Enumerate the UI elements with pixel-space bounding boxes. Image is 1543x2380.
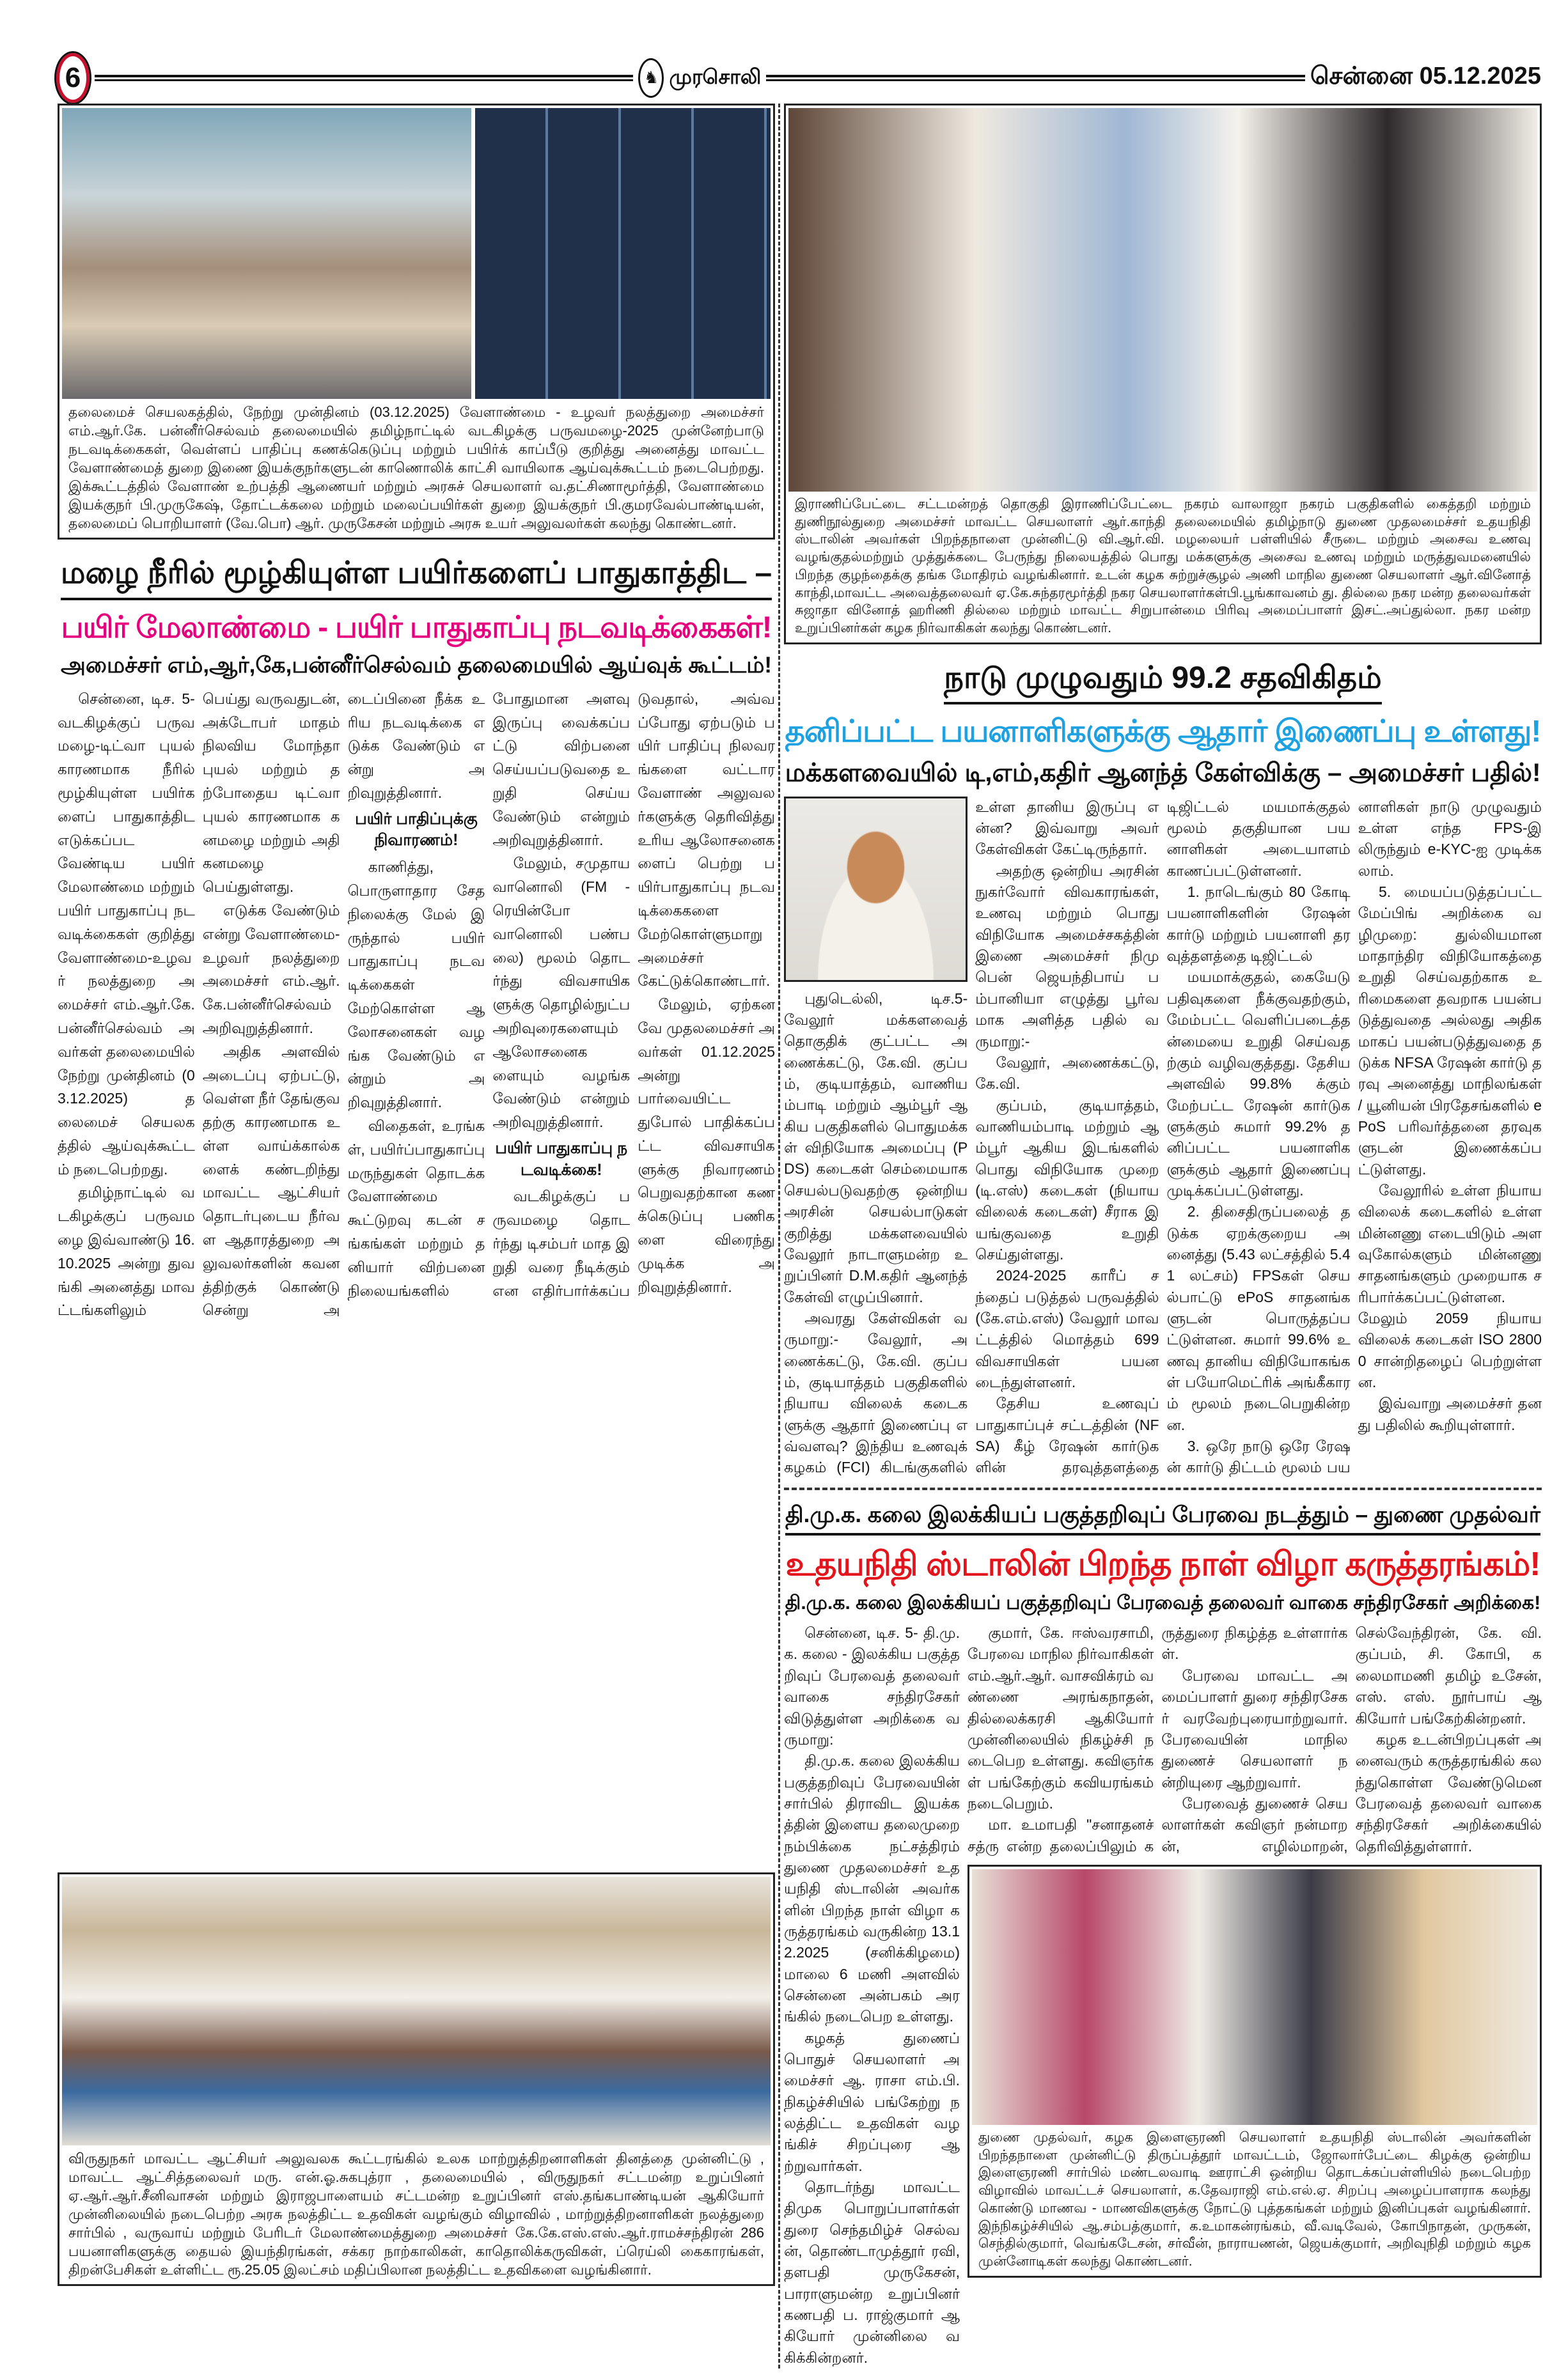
paragraph: 2024-2025 காரீப் சந்தைப் படுத்தல் பருவத்தில் (கே.எம்.எஸ்) வேலூர் மாவட்டத்தில் மொத்தம் 699 விவசாயிகள் பயனடைந்துள்ளனர். xyxy=(975,1267,1159,1391)
paragraph: பேரவைத் துணைச் செயலாளர்கள் கவிஞர் நன்மாறன், எழில்மாறன், செல்வேந்திரன், கே. வி. குப்பம், சி. கோபி, கலைமாமணி தமிழ் உசேன், எஸ். எஸ். நூர்பாய் ஆகியோர் பங்கேற்கின்றனர். xyxy=(1161,1624,1542,1855)
minister-portrait xyxy=(784,797,967,982)
paragraph: 3. ஒரே நாடு ஒரே ரேஷன் கார்டு திட்டம் மூலம் பயனாளிகள் நாடு முழுவதும் உள்ள எந்த FPS-இலிருந்தும் e-KYC-ஐ முடிக்கலாம். xyxy=(1166,798,1542,1476)
kicker xyxy=(784,1500,1542,1536)
third-right-area xyxy=(967,1622,1542,2368)
paragraph: மயமாக்குதல், கையேடு பதிவுகளை நீக்குவதற்கும், மேம்பட்ட வெளிப்படைத்தன்மையை உறுதி செய்வதற்கும் வழிவகுத்தது. தேசிய அளவில் 99.8% க்கும் மேற்பட்ட ரேஷன் கார்டுகளுக்கும் சுமார் 99.2% தனிப்பட்ட பயனாளிகளுக்கும் ஆதார் இணைப்பு முடிக்கப்பட்டுள்ளது. xyxy=(1166,968,1351,1199)
kicker xyxy=(784,658,1542,704)
headline: உதயநிதி ஸ்டாலின் பிறந்த நாள் விழா கருத்தரங்கம்! xyxy=(785,1546,1540,1583)
page-number: 6 xyxy=(56,53,90,103)
right-article-body xyxy=(784,797,1542,1479)
subheadline: தி.மு.க. கலை இலக்கியப் பகுத்தறிவுப் பேரவைத் தலைவர் வாகை சந்திரசேகர் அறிக்கை! xyxy=(785,1592,1541,1614)
section-subhead: பயிர் பாதிப்புக்கு நிவாரணம்! xyxy=(355,809,478,850)
paragraph: எடுக்க வேண்டும் என்று வேளாண்மை-உழவர் நலத்துறை அமைச்சர் எம்.ஆர்.கே.பன்னீர்செல்வம் அறிவுறுத்தினார். xyxy=(202,901,340,1036)
left-article-body xyxy=(58,687,775,1863)
column-divider xyxy=(778,104,780,2368)
bottom-right-photo-box xyxy=(967,1865,1542,2278)
header-rule xyxy=(95,75,633,81)
photo-caption: இராணிப்பேட்டை சட்டமன்றத் தொகுதி இராணிப்பேட்டை நகரம் வாலாஜா நகரம் பகுதிகளில் கைத்தறி மற்றும் துணிநூல்துறை அமைச்சர் மாவட்ட செயலாளர் ஆர்.காந்தி தலைமையில் தமிழ்நாடு துணை முதலமைச்சர் உதயநிதி ஸ்டாலின் அவர்கள் பிறந்தநாளை முன்னிட்டு வி.ஆர்.வி. மழலையர் பள்ளியில் சீருடை மற்றும் அசைவ உணவு வழங்குதல்மற்றும் முத்துக்கடை பேருந்து நிலையத்தில் பொது மக்களுக்கு அசைவ உணவு மற்றும் மருத்துவமனையில் பிறந்த குழந்தைக்கு தங்க மோதிரம் வழங்கினார். உடன் கழக சுற்றுச்சூழல் அணி மாநில துணை செயலாளர் ஆர்.வினோத் காந்தி,மாவட்ட அவைத்தலைவர் ஏ.கே.சுந்தரமூர்த்தி நகர செயலாளர்கள்பி.பூங்காவனம் து. தில்லை நகர மன்ற தலைவர்கள் சுஜாதா வினோத் ஹரிணி தில்லை மற்றும் மாவட்ட சிறுபான்மை பிரிவு அமைப்பாளர் இசட்.அப்துல்லா. நகர மன்ற உறுப்பினர்கள் கழக நிர்வாகிகள் கலந்து கொண்டனர். xyxy=(795,497,1531,636)
page-header xyxy=(0,0,1543,104)
paragraph: அதற்கு ஒன்றிய அரசின் நுகர்வோர் விவகாரங்கள், உணவு மற்றும் பொது விநியோக அமைச்சகத்தின் இணை அமைச்சர் நிமு பென் ஜெயந்திபாய் பம்பானியா எழுத்து பூர்வமாக அளித்த பதில் வருமாறு:- xyxy=(975,862,1159,1050)
paragraph: சென்னை, டிச. 5- வடகிழக்குப் பருவமழை-டிட்வா புயல் காரணமாக நீரில் மூழ்கியுள்ள பயிர்களைப் பாதுகாத்திட எடுக்கப்பட வேண்டிய பயிர் மேலாண்மை மற்றும் பயிர் பாதுகாப்பு நடவடிக்கைகள் குறித்து வேளாண்மை-உழவர் நலத்துறை அமைச்சர் எம்.ஆர்.கே.பன்னீர்செல்வம் அவர்கள் தலைமையில் நேற்று முன்தினம் (03.12.2025) தலைமைச் செயலகத்தில் ஆய்வுக்கூட்டம் நடைபெற்றது. xyxy=(58,690,195,1178)
paragraph: இவ்வாறு அமைச்சர் தனது பதிலில் கூறியுள்ளார். xyxy=(1358,1395,1542,1433)
paragraph: அதிக அளவில் அடைப்பு ஏற்பட்டு, வெள்ள நீர் தேங்குவதற்கு காரணமாக உள்ள வாய்க்கால்களைக் கண்டறிந்து மாவட்ட ஆட்சியர் தொடர்புடைய நீர்வள ஆதாரத்துறை அலுவலர்களின் கவனத்திற்குக் கொண்டு சென்று அடைப்பினை நீக்க உரிய நடவடிக்கை எடுக்க வேண்டும் என்று அறிவுறுத்தினார். xyxy=(202,690,485,1319)
kicker-text: நாடு முழுவதும் 99.2 சதவிகிதம் xyxy=(944,658,1382,704)
paragraph: விதைகள், உரங்கள், பயிர்ப்பாதுகாப்பு மருந்துகள் தொடக்க வேளாண்மை கூட்டுறவு கடன் சங்கங்கள் மற்றும் தனியார் விற்பனை நிலையங்களில் போதுமான அளவு இருப்பு வைக்கப்பட்டு விற்பனை செய்யப்படுவதை உறுதி செய்ய வேண்டும் என்றும் அறிவுறுத்தினார். xyxy=(347,690,631,1299)
left-half xyxy=(58,104,775,2286)
paragraph: கழக உடன்பிறப்புகள் அனைவரும் கருத்தரங்கில் கலந்துகொள்ள வேண்டுமென பேரவைத் தலைவர் வாகை சந்திரசேகர் அறிக்கையில் தெரிவித்துள்ளார். xyxy=(1355,1731,1542,1855)
video-conference-photo xyxy=(475,108,771,399)
paragraph: வேலூர், அணைக்கட்டு, கே.வி. xyxy=(975,1054,1159,1093)
paragraph: 1. நாடெங்கும் 80 கோடி பயனாளிகளின் ரேஷன் கார்டு மற்றும் பயனாளி தரவுத்தளத்தை டிஜிட்டல் xyxy=(1166,883,1351,965)
bottom-left-photo-box xyxy=(58,1872,775,2286)
paragraph: சென்னை, டிச. 5- தி.மு.க. கலை - இலக்கிய பகுத்தறிவுப் பேரவைத் தலைவர் வாகை சந்திரசேகர் விடுத்துள்ள அறிக்கை வருமாறு: xyxy=(784,1624,960,1748)
paper-name: முரசொலி xyxy=(669,65,762,88)
headline: தனிப்பட்ட பயனாளிகளுக்கு ஆதார் இணைப்பு உள்ளது! xyxy=(785,715,1541,749)
paragraph: காணித்து, பொருளாதார சேத நிலைக்கு மேல் இருந்தால் பயிர் பாதுகாப்பு நடவடிக்கைகள் மேற்கொள்ள ஆலோசனைகள் வழங்க வேண்டும் என்றும் அறிவுறுத்தினார். xyxy=(347,859,485,1111)
paragraph: மேலும், ஏற்கனவே முதலமைச்சர் அவர்கள் 01.12.2025 அன்று பார்வையிட்டதுபோல் பாதிக்கப்பட்ட விவசாயிகளுக்கு நிவாரணம் பெறுவதற்கான கணக்கெடுப்பு பணிகளை விரைந்து முடிக்க அறிவுறுத்தினார். xyxy=(638,996,775,1295)
left-photo-box xyxy=(58,104,775,540)
kicker-text: தி.மு.க. கலை இலக்கியப் பகுத்தறிவுப் பேரவை நடத்தும் – துணை முதல்வர் xyxy=(785,1500,1540,1536)
kicker xyxy=(58,554,775,600)
header-rule xyxy=(766,75,1304,81)
school-event-photo xyxy=(972,1869,1537,2125)
right-half xyxy=(784,104,1542,2368)
paragraph: தேசிய உணவுப் பாதுகாப்புச் சட்டத்தின் (NFSA) கீழ் ரேஷன் கார்டுகளின் தரவுத்தளத்தை டிஜிட்டல் மயமாக்குதல் மூலம் தகுதியான பயனாளிகள் அடையாளம் காணப்பட்டுள்ளனர். xyxy=(975,798,1351,1476)
paragraph: தி.மு.க. கலை இலக்கிய பகுத்தறிவுப் பேரவையின் சார்பில் திராவிட இயக்கத்தின் இளைய தலைமுறை நம்பிக்கை நட்சத்திரம் துணை முதலமைச்சர் உதயநிதி ஸ்டாலின் அவர்களின் பிறந்த நாள் விழா கருத்தரங்கம் வருகின்ற 13.12.2025 (சனிக்கிழமை) மாலை 6 மணி அளவில் சென்னை அன்பகம் அரங்கில் நடைபெற உள்ளது. xyxy=(784,1752,960,2025)
section-divider xyxy=(784,1488,1542,1490)
page-body xyxy=(0,104,1543,2368)
photo-caption: விருதுநகர் மாவட்ட ஆட்சியர் அலுவலக கூட்டரங்கில் உலக மாற்றுத்திறனாளிகள் தினத்தை முன்னிட்டு , மாவட்ட ஆட்சித்தலைவர் மரு. என்.ஓ.சுகபுத்ரா , தலைமையில் , விருதுநகர் சட்டமன்ற உறுப்பினர் ஏ.ஆர்.ஆர்.சீனிவாசன் மற்றும் இராஜபாளையம் சட்டமன்ற உறுப்பினர் எஸ்.தங்கபாண்டியன் ஆகியோர் முன்னிலையில் நடைபெற்ற அரசு நலத்திட்ட உதவிகள் வழங்கும் விழாவில் , மாற்றுத்திறனாளிகள் நலத்துறை சார்பில் , வருவாய் மற்றும் பேரிடர் மேலாண்மைத்துறை அமைச்சர் கே.கே.எஸ்.எஸ்.ஆர்.ராமச்சந்திரன் 286 பயனாளிகளுக்கு தையல் இயந்திரங்கள், சக்கர நாற்காலிகள், காதொலிக்கருவிகள், ப்ரெய்லி கைகாரங்கள், திறன்பேசிகள் உள்ளிட்ட ரூ.25.05 இலட்சம் மதிப்பிலான நலத்திட்ட உதவிகளை வழங்கினார். xyxy=(68,2150,764,2278)
paragraph: 5. மையப்படுத்தப்பட்ட மேப்பிங் அறிக்கை வழிமுறை: துல்லியமான மாதாந்திர விநியோகத்தை உறுதி செய்வதற்காக உரிமைகளை தவறாக பயன்படுத்துவதை அல்லது அதிகமாகப் பயன்படுத்துவதை தடுக்க NFSA ரேஷன் கார்டு தரவு அனைத்து மாநிலங்கள் / யூனியன் பிரதேசங்களில் ePoS பரிவர்த்தனை தரவுகளுடன் இணைக்கப்பட்டுள்ளது. xyxy=(1358,883,1542,1178)
headline: பயிர் மேலாண்மை - பயிர் பாதுகாப்பு நடவடிக்கைகள்! xyxy=(61,609,772,644)
third-article-body xyxy=(784,1622,1542,2368)
right-photo-box xyxy=(784,104,1542,644)
paragraph: குமார், கே. ஈஸ்வரசாமி, பேரவை மாநில நிர்வாகிகள் எம்.ஆர்.ஆர். வாசவிக்ரம் வண்ணை அரங்கநாதன், தில்லைக்கரசி ஆகியோர் முன்னிலையில் நிகழ்ச்சி நடைபெற உள்ளது. கவிஞர்கள் பங்கேற்கும் கவியரங்கம் நடைபெறும். xyxy=(967,1624,1154,1812)
section-subhead: பயிர் பாதுகாப்பு நடவடிக்கை! xyxy=(495,1139,628,1179)
paragraph: மேலும், சமுதாய வானொலி (FM - ரெயின்போ வானொலி பண்பலை) மூலம் தொடர்ந்து விவசாயிகளுக்கு தொழில்நுட்ப அறிவுரைகளையும் ஆலோசனைகளையும் வழங்க வேண்டும் என்றும் அறிவுறுத்தினார். xyxy=(492,855,631,1131)
paragraph: மா. உமாபதி "சனாதனச் சத்ரு என்ற தலைப்பிலும் கருத்துரை நிகழ்த்த உள்ளார்கள். xyxy=(967,1624,1348,1855)
paragraph: தமிழ்நாட்டில் வடகிழக்குப் பருவமழை இவ்வாண்டு 16.10.2025 அன்று துவங்கி அனைத்து மாவட்டங்களிலும் பெய்து வருவதுடன், அக்டோபர் மாதம் நிலவிய மோந்தா புயல் மற்றும் தற்போதைய டிட்வா புயல் காரணமாக கனமழை மற்றும் அதி கனமழை பெய்துள்ளது. xyxy=(58,690,340,1319)
photo-caption: தலைமைச் செயலகத்தில், நேற்று முன்தினம் (03.12.2025) வேளாண்மை - உழவர் நலத்துறை அமைச்சர் எம்.ஆர்.கே. பன்னீர்செல்வம் தலைமையில் தமிழ்நாட்டில் வடகிழக்கு பருவமழை-2025 முன்னேற்பாடு நடவடிக்கைகள், வெள்ளப் பாதிப்பு கணக்கெடுப்பு மற்றும் பயிர்க் காப்பீடு குறித்து அனைத்து மாவட்ட வேளாண்மைத் துறை இணை இயக்குநர்களுடன் காணொலிக் காட்சி வாயிலாக ஆய்வுக்கூட்டம் நடைபெற்றது. இக்கூட்டத்தில் வேளாண் உற்பத்தி ஆணையர் மற்றும் அரசுச் செயலாளர் வ.தட்சிணாமூர்த்தி, வேளாண்மை இயக்குநர் பி.முருகேஷ், தோட்டக்கலை மற்றும் மலைப்பயிர்கள் துறை இயக்குநர் பி.குமரவேல்பாண்டியன், தலைமைப் பொறியாளர் (வே.பொ) ஆர். முருகேசன் மற்றும் அரசு உயர் அலுவலர்கள் கலந்து கொண்டனர். xyxy=(68,404,764,532)
paragraph: குப்பம், குடியாத்தம், வாணியம்பாடி மற்றும் ஆம்பூர் ஆகிய இடங்களில் பொது விநியோக முறை (டி.எஸ்) கடைகள் (நியாய விலைக் கடைகள்) சீராக இயங்குவதை உறுதி செய்துள்ளது. xyxy=(975,1096,1159,1263)
subheadline: மக்களவையில் டி,எம்,கதிர் ஆனந்த் கேள்விக்கு – அமைச்சர் பதில்! xyxy=(785,758,1541,787)
text-column xyxy=(784,1622,960,2368)
welfare-event-photo xyxy=(62,1877,771,2145)
paragraph: வேலூரில் உள்ள நியாய விலைக் கடைகளில் உள்ள மின்னணு எடையிடும் அளவுகோல்களும் மின்னணு சாதனங்களும் முறையாக சரிபார்க்கப்பட்டுள்ளன. மேலும் 2059 நியாய விலைக் கடைகள் ISO 28000 சான்றிதழைப் பெற்றுள்ளன. xyxy=(1358,1181,1542,1391)
event-photo xyxy=(788,108,1537,492)
paragraph: அவரது கேள்விகள் வருமாறு:- வேலூர், அணைக்கட்டு, கே.வி. குப்பம், குடியாத்தம் பகுதிகளில் நியாய விலைக் கடைகளுக்கு ஆதார் இணைப்பு எவ்வளவு? இந்திய உணவுக் கழகம் (FCI) கிடங்குகளில் உள்ள தானிய இருப்பு என்ன? இவ்வாறு அவர் கேள்விகள் கேட்டிருந்தார். xyxy=(784,798,1159,1476)
paragraph: 2. திசைதிருப்பலைத் தடுக்க ஏறக்குறைய அனைத்து (5.43 லட்சத்தில் 5.41 லட்சம்) FPSகள் செயல்பாட்டு ePoS சாதனங்களுடன் பொருத்தப்பட்டுள்ளன. சுமார் 99.6% உணவு தானிய விநியோகங்கள் பயோமெட்ரிக் அங்கீகாரம் மூலம் நடைபெறுகின்றன. xyxy=(1166,1203,1351,1433)
kicker-text: மழை நீரில் மூழ்கியுள்ள பயிர்களைப் பாதுகாத்திட – xyxy=(61,554,772,600)
paragraph: வடகிழக்குப் பருவமழை தொடர்ந்து டிசம்பர் மாத இறுதி வரை நீடிக்கும் என எதிர்பார்க்கப்படுவதால், அவ்வப்போது ஏற்படும் பயிர் பாதிப்பு நிலவரங்களை வட்டார வேளாண் அலுவலர்களுக்கு தெரிவித்து உரிய ஆலோசனைகளைப் பெற்று பயிர்பாதுகாப்பு நடவடிக்கைகளை மேற்கொள்ளுமாறு அமைச்சர் கேட்டுக்கொண்டார். xyxy=(492,690,775,1299)
city-date: சென்னை 05.12.2025 xyxy=(1310,63,1541,89)
murasoli-logo-icon: ♞ xyxy=(638,58,664,98)
paragraph: பேரவை மாவட்ட அமைப்பாளர் துரை சந்திரசேகர் வரவேற்புரையாற்றுவார். பேரவையின் மாநில துணைச் செயலாளர் நன்றியுரை ஆற்றுவார். xyxy=(1161,1667,1348,1791)
paragraph: தொடர்ந்து மாவட்ட திமுக பொறுப்பாளர்கள் துரை செந்தமிழ்ச் செல்வன், தொண்டாமுத்தூர் ரவி, தளபதி முருகேசன், பாராளுமன்ற உறுப்பினர் கணபதி ப. ராஜ்குமார் ஆகியோர் முன்னிலை வகிக்கின்றனர். xyxy=(784,2179,960,2366)
meeting-photo xyxy=(62,108,471,399)
text-columns xyxy=(967,1622,1542,1857)
photo-caption: துணை முதல்வர், கழக இளைஞரணி செயலாளர் உதயநிதி ஸ்டாலின் அவர்களின் பிறந்தநாளை முன்னிட்டு திருப்பத்தூர் மாவட்டம், ஜோலார்பேட்டை கிழக்கு ஒன்றிய இளைஞரணி சார்பில் மண்டலவாடி ஊராட்சி ஒன்றிய தொடக்கப்பள்ளியில் நடைபெற்ற விழாவில் மாவட்டச் செயலாளர், க.தேவராஜி எம்.எல்.ஏ. சிறப்பு அழைப்பாளராக கலந்து கொண்டு மாணவ - மாணவிகளுக்கு நோட்டு புத்தகங்கள் மற்றும் இனிப்புகள் வழங்கினார். இந்நிகழ்ச்சியில் ஆ.சம்பத்குமார், க.உமாகன்ரங்கம், வீ.வடிவேல், கோபிநாதன், முருகன், செந்தில்குமார், வெங்கடேசன், சர்வீன், நாராயணன், ஜெயக்குமார், அறிவுநிதி மற்றும் கழக முன்னோடிகள் கலந்து கொண்டனர். xyxy=(978,2129,1531,2269)
subheadline: அமைச்சர் எம்,ஆர்,கே,பன்னீர்செல்வம் தலைமையில் ஆய்வுக் கூட்டம்! xyxy=(60,653,772,678)
paragraph: புதுடெல்லி, டிச.5- வேலூர் மக்களவைத் தொகுதிக் குட்பட்ட அணைக்கட்டு, கே.வி. குப்பம், குடியாத்தம், வாணியம்பாடி மற்றும் ஆம்பூர் ஆகிய பகுதிகளில் பொதுமக்கள் விநியோக அமைப்பு (PDS) கடைகள் செம்மையாக செயல்படுவதற்கு ஒன்றிய அரசின் செயல்பாடுகள் குறித்து மக்களவையில் வேலூர் நாடாளுமன்ற உறுப்பினர் D.M.கதிர் ஆனந்த் கேள்வி எழுப்பினார். xyxy=(784,990,968,1305)
paragraph: கழகத் துணைப் பொதுச் செயலாளர் அமைச்சர் ஆ. ராசா எம்.பி. நிகழ்ச்சியில் பங்கேற்று நலத்திட்ட உதவிகள் வழங்கிச் சிறப்புரை ஆற்றுவார்கள். xyxy=(784,2029,960,2174)
